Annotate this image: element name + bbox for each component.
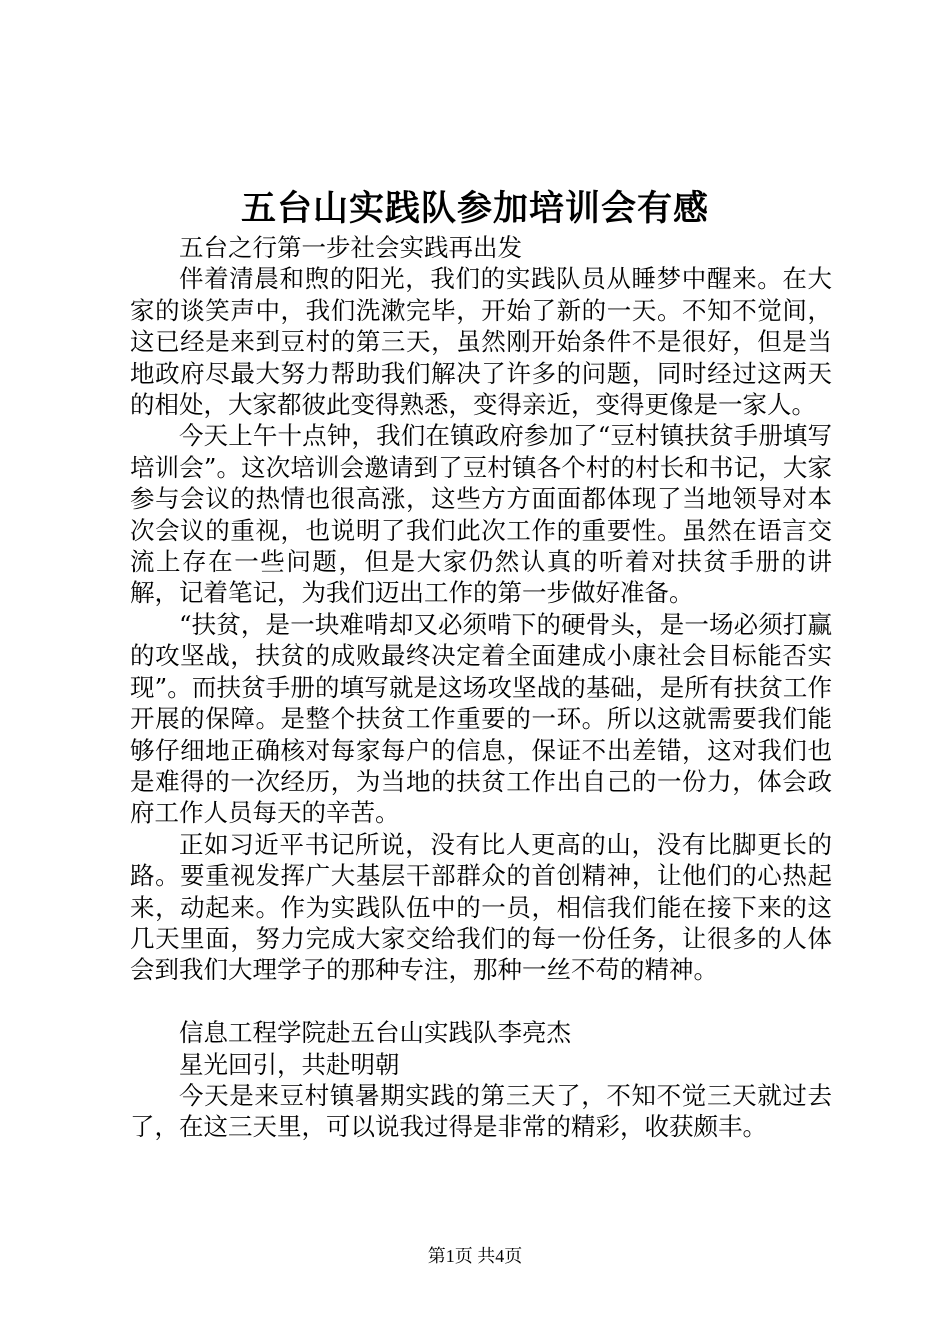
paragraph: 今天是来豆村镇暑期实践的第三天了，不知不觉三天就过去了，在这三天里，可以说我过得是非常的精彩，收获颇丰。 xyxy=(130,1080,832,1142)
paragraph: 伴着清晨和煦的阳光，我们的实践队员从睡梦中醒来。在大家的谈笑声中，我们洗漱完毕，开始了新的一天。不知不觉间，这已经是来到豆村的第三天，虽然刚开始条件不是很好，但是当地政府尽最大努力帮助我们解决了许多的问题，同时经过这两天的相处，大家都彼此变得熟悉，变得亲近，变得更像是一家人。 xyxy=(130,264,832,420)
section-heading: 星光回引，共赴明朝 xyxy=(179,1049,400,1079)
paragraph-spacer xyxy=(130,986,832,1017)
section-heading: 五台之行第一步社会实践再出发 xyxy=(179,233,522,262)
document-title: 五台山实践队参加培训会有感 xyxy=(240,188,709,229)
page-indicator: 第1页 共4页 xyxy=(427,1246,523,1266)
paragraph: 今天上午十点钟，我们在镇政府参加了“豆村镇扶贫手册填写培训会”。这次培训会邀请到了豆村镇各个村的村长和书记，大家参与会议的热情也很高涨，这些方方面面都体现了当地领导对本次会议的重视，也说明了我们此次工作的重要性。虽然在语言交流上存在一些问题，但是大家仍然认真的听着对扶贫手册的讲解，记着笔记，为我们迈出工作的第一步做好准备。 xyxy=(130,421,832,608)
paragraph: 正如习近平书记所说，没有比人更高的山，没有比脚更长的路。要重视发挥广大基层干部群众的首创精神，让他们的心热起来，动起来。作为实践队伍中的一员，相信我们能在接下来的这几天里面，努力完成大家交给我们的每一份任务，让很多的人体会到我们大理学子的那种专注，那种一丝不苟的精神。 xyxy=(130,829,832,985)
paragraph: “扶贫，是一块难啃却又必须啃下的硬骨头，是一场必须打赢的攻坚战，扶贫的成败最终决定着全面建成小康社会目标能否实现”。而扶贫手册的填写就是这场攻坚战的基础，是所有扶贫工作开展的保障。是整个扶贫工作重要的一环。所以这就需要我们能够仔细地正确核对每家每户的信息，保证不出差错，这对我们也是难得的一次经历，为当地的扶贫工作出自己的一份力，体会政府工作人员每天的辛苦。 xyxy=(130,609,832,828)
author-line: 信息工程学院赴五台山实践队李亮杰 xyxy=(179,1018,571,1048)
document-body xyxy=(130,232,832,1143)
